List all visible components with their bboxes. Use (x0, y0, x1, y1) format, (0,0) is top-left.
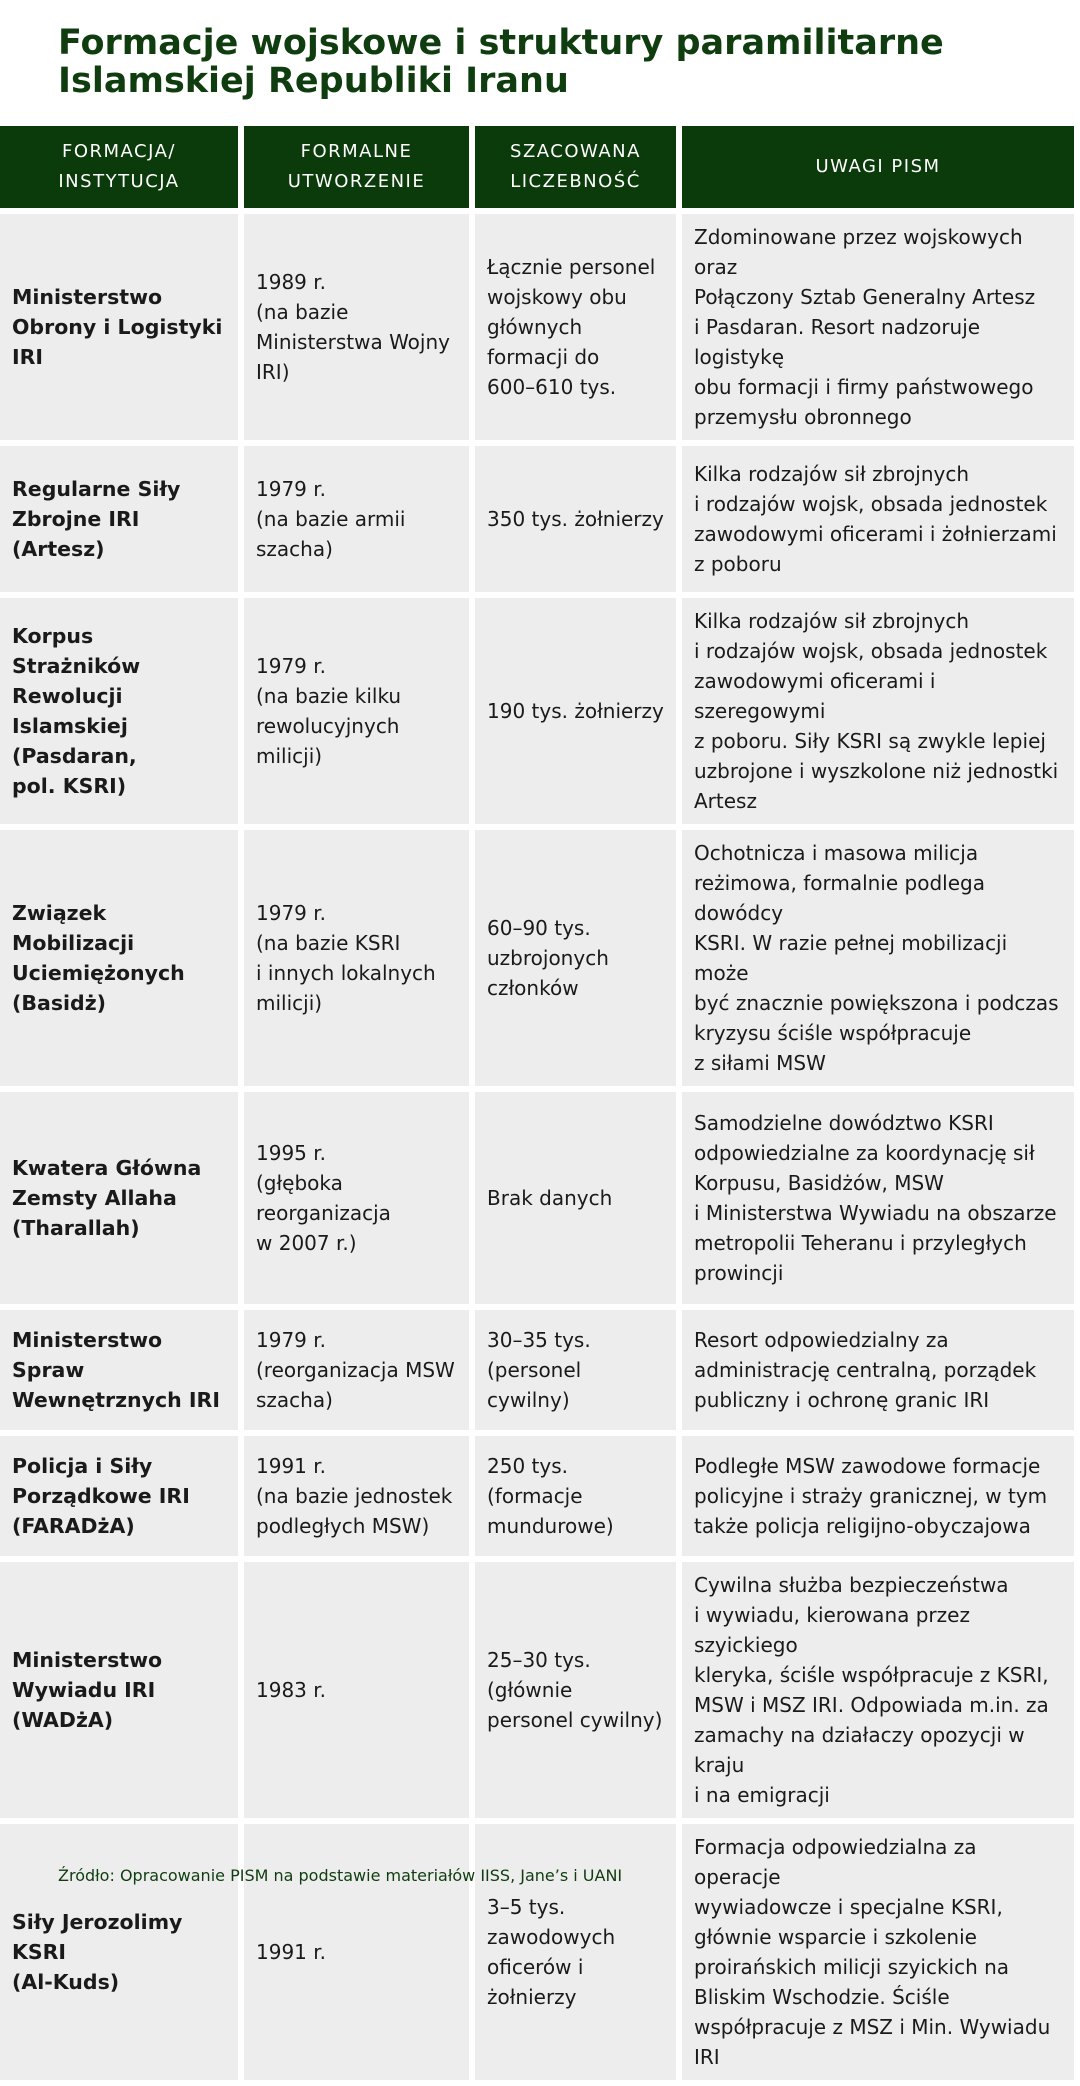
cell-line: policyjne i straży granicznej, w tym (694, 1484, 1048, 1508)
cell-line: z poboru (694, 552, 782, 576)
cell-line: Obrony i Logistyki (12, 315, 223, 339)
cell-line: kryzysu ściśle współpracuje (694, 1021, 972, 1045)
page-title (58, 24, 1038, 100)
cell-line: zawodowymi oficerami i żołnierzami (694, 522, 1057, 546)
cell-line: MSW i MSZ IRI. Odpowiada m.in. za (694, 1693, 1049, 1717)
cell-line: Zemsty Allaha (12, 1186, 177, 1210)
cell-line: 60–90 tys. (487, 916, 591, 940)
table-row (0, 1824, 1074, 2080)
cell-uwagi (682, 1436, 1074, 1556)
table-row (0, 830, 1074, 1086)
cell-line: i rodzajów wojsk, obsada jednostek (694, 639, 1048, 663)
cell-liczebnosc (475, 598, 676, 824)
cell-uwagi (682, 1092, 1074, 1304)
cell-line: (na bazie jednostek (256, 1484, 453, 1508)
cell-line: prowincji (694, 1261, 784, 1285)
cell-line: kleryka, ściśle współpracuje z KSRI, (694, 1663, 1049, 1687)
cell-line: i innych lokalnych (256, 961, 436, 985)
cell-line: IRI) (256, 360, 290, 384)
cell-line: Wewnętrznych IRI (12, 1388, 220, 1412)
cell-line: z siłami MSW (694, 1051, 826, 1075)
cell-line: 3–5 tys. (487, 1895, 566, 1919)
column-header-line: FORMALNE (300, 141, 413, 162)
cell-line: 1991 r. (256, 1454, 326, 1478)
cell-line: (formacje (487, 1484, 583, 1508)
cell-line: członków (487, 976, 579, 1000)
cell-line: Ministerstwo (12, 285, 163, 309)
cell-uwagi (682, 598, 1074, 824)
cell-line: i na emigracji (694, 1783, 830, 1807)
cell-line: 190 tys. żołnierzy (487, 699, 664, 723)
table-row (0, 446, 1074, 592)
cell-line: zawodowych (487, 1925, 616, 1949)
cell-line: Łącznie personel (487, 255, 656, 279)
source-note: Źródło: Opracowanie PISM na podstawie materiałów IISS, Jane’s i UANI (58, 1866, 623, 1885)
cell-line: 250 tys. (487, 1454, 568, 1478)
cell-utworzenie (244, 1436, 469, 1556)
column-header-line: LICZEBNOŚĆ (510, 171, 641, 192)
cell-line: (WADżA) (12, 1708, 114, 1732)
cell-utworzenie (244, 1310, 469, 1430)
cell-line: uzbrojone i wyszkolone niż jednostki (694, 759, 1059, 783)
cell-line: (Pasdaran, (12, 744, 137, 768)
cell-formacja (0, 830, 238, 1086)
cell-line: 1995 r. (256, 1141, 326, 1165)
cell-utworzenie (244, 1824, 469, 2080)
cell-line: Porządkowe IRI (12, 1484, 190, 1508)
cell-line: publiczny i ochronę granic IRI (694, 1388, 990, 1412)
table-row (0, 214, 1074, 440)
cell-line: także policja religijno-obyczajowa (694, 1514, 1031, 1538)
cell-line: metropolii Teheranu i przyległych (694, 1231, 1027, 1255)
cell-line: Korpusu, Basidżów, MSW (694, 1171, 944, 1195)
cell-line: podległych MSW) (256, 1514, 430, 1538)
formations-table (0, 120, 1080, 2086)
table-row (0, 1092, 1074, 1304)
title-line-1: Formacje wojskowe i struktury paramilitarne (58, 23, 944, 63)
cell-formacja (0, 446, 238, 592)
cell-line: i Ministerstwa Wywiadu na obszarze (694, 1201, 1057, 1225)
cell-liczebnosc (475, 1824, 676, 2080)
cell-line: (reorganizacja MSW (256, 1358, 455, 1382)
cell-utworzenie (244, 1562, 469, 1818)
cell-line: Połączony Sztab Generalny Artesz (694, 285, 1036, 309)
table-row (0, 598, 1074, 824)
column-header-line: INSTYTUCJA (58, 171, 180, 192)
cell-line: 1979 r. (256, 1328, 326, 1352)
cell-formacja (0, 1092, 238, 1304)
cell-formacja (0, 598, 238, 824)
cell-utworzenie (244, 830, 469, 1086)
cell-liczebnosc (475, 1310, 676, 1430)
cell-line: (głównie (487, 1678, 573, 1702)
cell-line: 350 tys. żołnierzy (487, 507, 664, 531)
cell-liczebnosc (475, 1092, 676, 1304)
cell-formacja (0, 1562, 238, 1818)
cell-line: 30–35 tys. (487, 1328, 591, 1352)
cell-uwagi (682, 1562, 1074, 1818)
cell-line: 1991 r. (256, 1940, 326, 1964)
cell-line: wywiadowcze i specjalne KSRI, (694, 1895, 1003, 1919)
cell-line: (FARADżA) (12, 1514, 135, 1538)
cell-line: szacha) (256, 1388, 333, 1412)
table-body (0, 214, 1074, 2080)
column-header-line: FORMACJA/ (62, 141, 176, 162)
column-header-liczebnosc (475, 126, 676, 208)
cell-line: IRI (12, 345, 44, 369)
cell-line: Policja i Siły (12, 1454, 153, 1478)
cell-line: Związek Mobilizacji (12, 901, 135, 955)
cell-line: Ministerstwo (12, 1648, 163, 1672)
cell-utworzenie (244, 214, 469, 440)
column-header-line: UTWORZENIE (287, 171, 426, 192)
cell-line: KSRI. W razie pełnej mobilizacji może (694, 931, 1008, 985)
cell-utworzenie (244, 1092, 469, 1304)
cell-line: cywilny) (487, 1388, 570, 1412)
cell-uwagi (682, 1310, 1074, 1430)
cell-line: Wywiadu IRI (12, 1678, 156, 1702)
table-row (0, 1436, 1074, 1556)
cell-line: (na bazie (256, 300, 349, 324)
cell-utworzenie (244, 446, 469, 592)
cell-line: milicji) (256, 991, 323, 1015)
title-line-2: Islamskiej Republiki Iranu (58, 61, 569, 101)
cell-uwagi (682, 446, 1074, 592)
cell-line: w 2007 r.) (256, 1231, 357, 1255)
cell-line: Kilka rodzajów sił zbrojnych (694, 462, 970, 486)
cell-line: personel cywilny) (487, 1708, 663, 1732)
cell-line: głównie wsparcie i szkolenie (694, 1925, 977, 1949)
cell-line: Formacja odpowiedzialna za operacje (694, 1835, 977, 1889)
cell-line: formacji do (487, 345, 600, 369)
cell-liczebnosc (475, 1562, 676, 1818)
cell-line: Artesz (694, 789, 757, 813)
cell-line: Ministerstwo Spraw (12, 1328, 163, 1382)
cell-line: przemysłu obronnego (694, 405, 912, 429)
cell-line: Uciemiężonych (12, 961, 185, 985)
cell-line: (na bazie kilku (256, 684, 402, 708)
cell-line: (Al-Kuds) (12, 1970, 120, 1994)
table-header-row (0, 126, 1074, 208)
cell-liczebnosc (475, 830, 676, 1086)
cell-line: 1979 r. (256, 901, 326, 925)
cell-line: 600–610 tys. (487, 375, 617, 399)
cell-line: być znacznie powiększona i podczas (694, 991, 1059, 1015)
cell-line: wojskowy obu (487, 285, 627, 309)
cell-line: mundurowe) (487, 1514, 614, 1538)
cell-line: i wywiadu, kierowana przez szyickiego (694, 1603, 970, 1657)
cell-line: Zbrojne IRI (Artesz) (12, 507, 140, 561)
cell-line: (na bazie KSRI (256, 931, 401, 955)
cell-line: administrację centralną, porządek (694, 1358, 1037, 1382)
cell-formacja (0, 1310, 238, 1430)
cell-line: proirańskich milicji szyickich na (694, 1955, 1010, 1979)
cell-liczebnosc (475, 214, 676, 440)
cell-line: Korpus Strażników (12, 624, 141, 678)
cell-line: 1979 r. (256, 477, 326, 501)
cell-line: Ministerstwa Wojny (256, 330, 450, 354)
cell-line: i Pasdaran. Resort nadzoruje logistykę (694, 315, 981, 369)
cell-line: zawodowymi oficerami i szeregowymi (694, 669, 936, 723)
cell-line: Cywilna służba bezpieczeństwa (694, 1573, 1009, 1597)
cell-uwagi (682, 1824, 1074, 2080)
cell-line: Samodzielne dowództwo KSRI (694, 1111, 994, 1135)
column-header-line: SZACOWANA (510, 141, 641, 162)
cell-line: Podległe MSW zawodowe formacje (694, 1454, 1041, 1478)
cell-line: reorganizacja (256, 1201, 391, 1225)
cell-line: pol. KSRI) (12, 774, 127, 798)
cell-liczebnosc (475, 446, 676, 592)
cell-formacja (0, 1824, 238, 2080)
cell-line: 1979 r. (256, 654, 326, 678)
table-row (0, 1562, 1074, 1818)
cell-line: (na bazie armii (256, 507, 406, 531)
cell-line: Bliskim Wschodzie. Ściśle (694, 1985, 950, 2009)
cell-line: obu formacji i firmy państwowego (694, 375, 1034, 399)
cell-line: rewolucyjnych (256, 714, 400, 738)
cell-line: 1989 r. (256, 270, 326, 294)
cell-line: odpowiedzialne za koordynację sił (694, 1141, 1035, 1165)
cell-formacja (0, 1436, 238, 1556)
cell-line: (personel (487, 1358, 582, 1382)
cell-line: Brak danych (487, 1186, 613, 1210)
cell-line: zamachy na działaczy opozycji w kraju (694, 1723, 1025, 1777)
cell-line: (głęboka (256, 1171, 343, 1195)
cell-formacja (0, 214, 238, 440)
cell-liczebnosc (475, 1436, 676, 1556)
cell-line: Ochotnicza i masowa milicja (694, 841, 979, 865)
cell-line: 1983 r. (256, 1678, 326, 1702)
cell-line: Kwatera Główna (12, 1156, 202, 1180)
cell-line: 25–30 tys. (487, 1648, 591, 1672)
cell-line: żołnierzy (487, 1985, 577, 2009)
cell-line: Rewolucji Islamskiej (12, 684, 128, 738)
cell-utworzenie (244, 598, 469, 824)
cell-line: głównych (487, 315, 583, 339)
cell-line: Resort odpowiedzialny za (694, 1328, 949, 1352)
table-row (0, 1310, 1074, 1430)
cell-line: współpracuje z MSZ i Min. Wywiadu IRI (694, 2015, 1051, 2069)
cell-line: szacha) (256, 537, 333, 561)
column-header-line: UWAGI PISM (815, 156, 941, 177)
cell-line: Regularne Siły (12, 477, 181, 501)
column-header-utworzenie (244, 126, 469, 208)
cell-uwagi (682, 214, 1074, 440)
cell-line: (Tharallah) (12, 1216, 140, 1240)
cell-line: z poboru. Siły KSRI są zwykle lepiej (694, 729, 1046, 753)
cell-line: i rodzajów wojsk, obsada jednostek (694, 492, 1048, 516)
cell-line: milicji) (256, 744, 323, 768)
cell-line: oficerów i (487, 1955, 584, 1979)
cell-line: (Basidż) (12, 991, 107, 1015)
column-header-uwagi (682, 126, 1074, 208)
cell-line: Zdominowane przez wojskowych oraz (694, 225, 1023, 279)
cell-line: uzbrojonych (487, 946, 609, 970)
cell-line: Siły Jerozolimy KSRI (12, 1910, 183, 1964)
column-header-formacja (0, 126, 238, 208)
cell-line: reżimowa, formalnie podlega dowódcy (694, 871, 985, 925)
cell-uwagi (682, 830, 1074, 1086)
cell-line: Kilka rodzajów sił zbrojnych (694, 609, 970, 633)
